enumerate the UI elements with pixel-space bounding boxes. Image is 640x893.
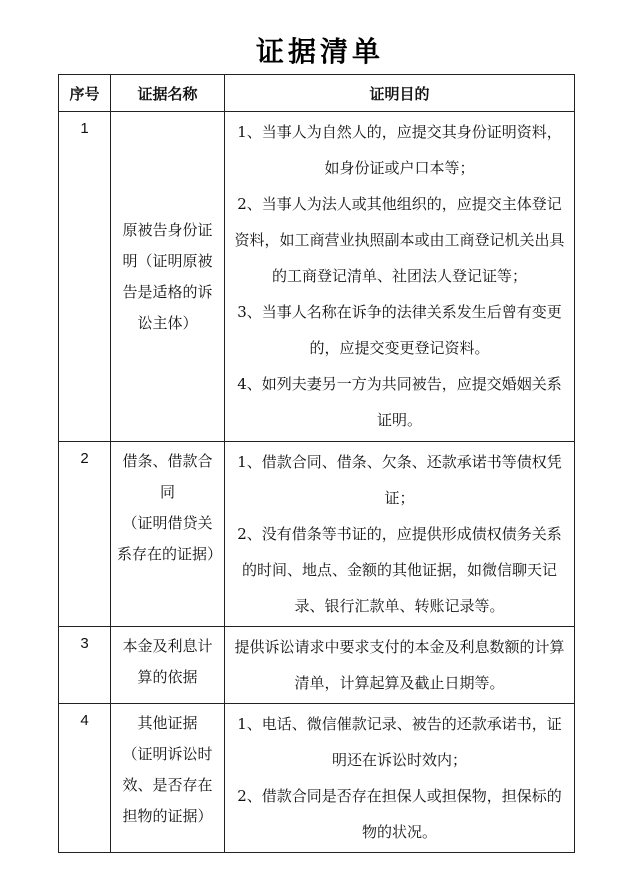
document-title: 证据清单 [255, 35, 384, 68]
evidence-name-cell [111, 704, 225, 853]
header-no: 序号 [59, 75, 111, 112]
table-row [59, 112, 575, 442]
purpose-item: 2、没有借条等书证的，应提供形成债权债务关系的时间、地点、金额的其他证据，如微信聊天记录、银行汇款单、转账记录等。 [237, 525, 562, 615]
table-row [59, 442, 575, 627]
purpose-item: 1、借款合同、借条、欠条、还款承诺书等债权凭证； [237, 453, 562, 507]
evidence-name-cell [111, 442, 225, 627]
purpose-item: 1、电话、微信催款记录、被告的还款承诺书，证明还在诉讼时效内； [237, 715, 562, 769]
purpose-cell [225, 704, 575, 853]
row-number: 2 [59, 442, 111, 627]
purpose-cell [225, 627, 575, 704]
row-number: 4 [59, 704, 111, 853]
header-name: 证据名称 [111, 75, 225, 112]
evidence-name: 原被告身份证明（证明原被告是适格的诉讼主体） [122, 220, 213, 332]
evidence-table [58, 74, 575, 853]
evidence-name: 借条、借款合同 [122, 452, 213, 501]
purpose-item: 2、借款合同是否存在担保人或担保物，担保标的物的状况。 [237, 787, 562, 841]
table-header-row [59, 75, 575, 112]
header-purpose: 证明目的 [225, 75, 575, 112]
row-number: 3 [59, 627, 111, 704]
evidence-name-cell [111, 627, 225, 704]
evidence-name-note: （证明诉讼时效、是否存在担物的证据） [122, 745, 213, 825]
table-row [59, 627, 575, 704]
purpose-item: 2、当事人为法人或其他组织的，应提交主体登记资料，如工商营业执照副本或由工商登记机关出具的工商登记清单、社团法人登记证等； [234, 195, 565, 285]
purpose-item: 1、当事人为自然人的，应提交其身份证明资料，如身份证或户口本等； [237, 123, 562, 177]
row-number: 1 [59, 112, 111, 442]
purpose-item: 3、当事人名称在诉争的法律关系发生后曾有变更的，应提交变更登记资料。 [237, 303, 562, 357]
purpose-cell [225, 442, 575, 627]
table-row [59, 704, 575, 853]
evidence-name-note: （证明借贷关系存在的证据） [117, 514, 223, 563]
evidence-name: 其他证据 [137, 714, 198, 732]
evidence-name-cell [111, 112, 225, 442]
evidence-name: 本金及利息计算的依据 [122, 637, 213, 686]
purpose-item: 提供诉讼请求中要求支付的本金及利息数额的计算清单，计算起算及截止日期等。 [234, 638, 565, 692]
purpose-item: 4、如列夫妻另一方为共同被告，应提交婚姻关系证明。 [237, 375, 562, 429]
purpose-cell [225, 112, 575, 442]
